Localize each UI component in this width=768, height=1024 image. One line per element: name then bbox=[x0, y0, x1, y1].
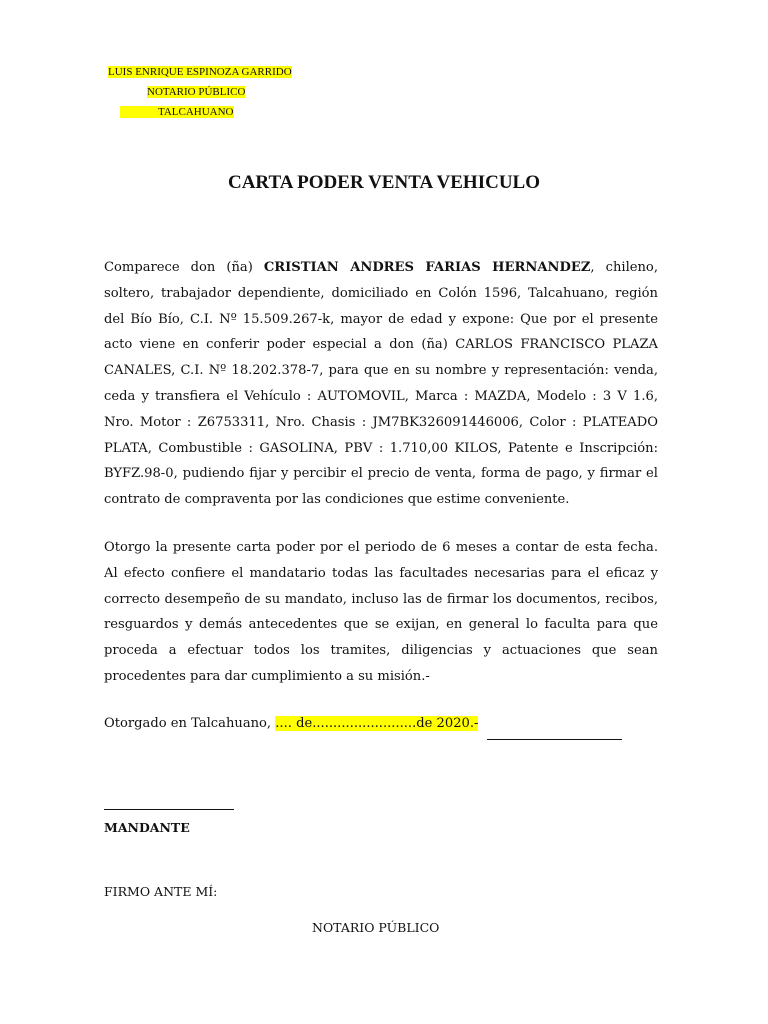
notary-title: NOTARIO PÚBLICO bbox=[147, 86, 246, 98]
mandante-name: CRISTIAN ANDRES FARIAS HERNANDEZ bbox=[263, 260, 591, 275]
paragraph-comparece-intro: Comparece don (ña) bbox=[104, 260, 264, 275]
notario-label: NOTARIO PÚBLICO bbox=[312, 920, 440, 935]
otorgado-line bbox=[104, 716, 478, 731]
document-title: CARTA PODER VENTA VEHICULO bbox=[227, 172, 540, 193]
notary-name: LUIS ENRIQUE ESPINOZA GARRIDO bbox=[108, 66, 292, 78]
otorgado-date-blank: .... de.........................de 2020.- bbox=[275, 716, 479, 731]
otorgado-prefix: Otorgado en Talcahuano, bbox=[104, 716, 276, 731]
signature-line-right bbox=[487, 739, 622, 740]
paragraph-comparece-body: , chileno, soltero, trabajador dependiente, domiciliado en Colón 1596, Talcahuano, región del Bío Bío, C.I. Nº 15.509.267-k, mayor de edad y expone: Que por el presente acto viene en conferir poder especial a don (ña) CARLOS FRANCISCO PLAZA CANALES, C.I. Nº 18.202.378-7, para que en su nombre y representación: venda, ceda y transfiera el Vehículo : AUTOMOVIL, Marca : MAZDA, Modelo : 3 V 1.6, Nro. Motor : Z6753311, Nro. Chasis : JM7BK326091446006, Color : PLATEADO PLATA, Combustible : GASOLINA, PBV : 1.710,00 KILOS, Patente e Inscripción: BYFZ.98-0, pudiendo fijar y percibir el precio de venta, forma de pago, y firmar el contrato de compraventa por las condiciones que estime conveniente. bbox=[104, 260, 658, 508]
paragraph-otorgo: Otorgo la presente carta poder por el periodo de 6 meses a contar de esta fecha. Al efecto confiere el mandatario todas las facultades necesarias para el eficaz y correcto desempeño de su mandato, incluso las de firmar los documentos, recibos, resguardos y demás antecedentes que se exijan, en general lo faculta para que proceda a efectuar todos los tramites, diligencias y actuaciones que sean procedentes para dar cumplimiento a su misión.- bbox=[104, 540, 658, 684]
firmo-label: FIRMO ANTE MÍ: bbox=[104, 884, 218, 899]
mandante-label: MANDANTE bbox=[104, 820, 190, 835]
notary-city: TALCAHUANO bbox=[120, 102, 234, 123]
paragraph-comparece bbox=[104, 255, 658, 513]
signature-line-mandante bbox=[104, 809, 234, 810]
